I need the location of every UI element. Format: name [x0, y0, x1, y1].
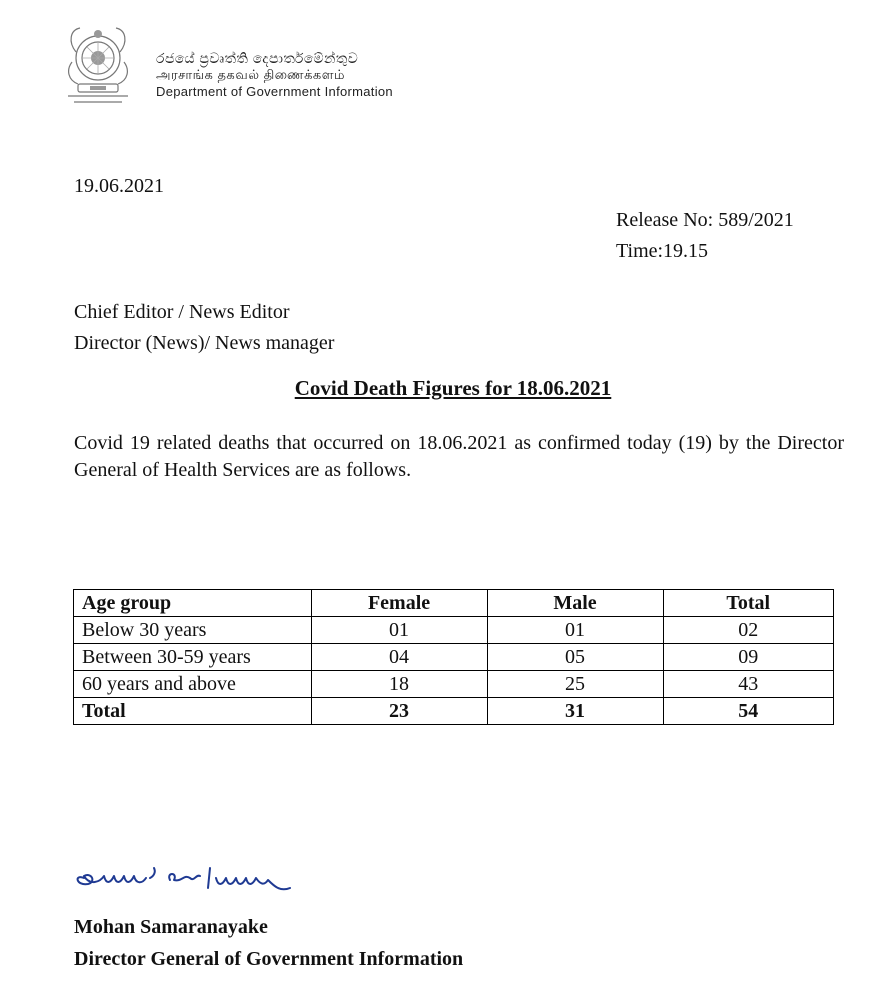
- release-number: Release No: 589/2021: [616, 209, 794, 231]
- cell-age-group: Between 30-59 years: [74, 644, 312, 671]
- letterhead-tamil: அரசாங்க தகவல் திணைக்களம்: [156, 67, 345, 82]
- header-female: Female: [311, 590, 487, 617]
- addressees: [74, 297, 334, 359]
- letterhead-english: Department of Government Information: [156, 84, 393, 99]
- document-title: Covid Death Figures for 18.06.2021: [294, 376, 612, 400]
- header-total: Total: [663, 590, 834, 617]
- table-row: [74, 617, 834, 644]
- signer-block: [74, 911, 463, 975]
- table-total-row: [74, 698, 834, 725]
- addressee-line: Director (News)/ News manager: [74, 332, 335, 354]
- table-row: [74, 671, 834, 698]
- cell-age-group: 60 years and above: [74, 671, 312, 698]
- addressee-line: Chief Editor / News Editor: [74, 301, 290, 323]
- table-row: [74, 644, 834, 671]
- cell-grand-total: 54: [663, 698, 834, 725]
- cell-female: 01: [311, 617, 487, 644]
- cell-male-total: 31: [487, 698, 663, 725]
- signer-name: Mohan Samaranayake: [74, 916, 268, 938]
- cell-total: 09: [663, 644, 834, 671]
- header-age-group: Age group: [74, 590, 312, 617]
- release-time: Time:19.15: [616, 240, 709, 262]
- cell-male: 25: [487, 671, 663, 698]
- intro-paragraph: Covid 19 related deaths that occurred on 18.06.2021 as confirmed today (19) by the Director General of Health Services are as follows.: [74, 432, 844, 481]
- death-figures-table: [73, 589, 834, 725]
- cell-total: 02: [663, 617, 834, 644]
- cell-age-group: Below 30 years: [74, 617, 312, 644]
- letterhead-sinhala: රජයේ ප්‍රවෘත්ති දෙපාර්තමේන්තුව: [156, 50, 359, 66]
- handwritten-signature: [70, 856, 310, 906]
- cell-male: 01: [487, 617, 663, 644]
- cell-female: 04: [311, 644, 487, 671]
- cell-female-total: 23: [311, 698, 487, 725]
- cell-male: 05: [487, 644, 663, 671]
- cell-total-label: Total: [74, 698, 312, 725]
- release-date: 19.06.2021: [74, 175, 164, 197]
- table-header-row: [74, 590, 834, 617]
- cell-female: 18: [311, 671, 487, 698]
- header-male: Male: [487, 590, 663, 617]
- release-info: [616, 205, 794, 267]
- cell-total: 43: [663, 671, 834, 698]
- government-emblem-icon: [60, 22, 136, 106]
- signer-title: Director General of Government Information: [74, 948, 464, 970]
- letterhead: [156, 50, 393, 100]
